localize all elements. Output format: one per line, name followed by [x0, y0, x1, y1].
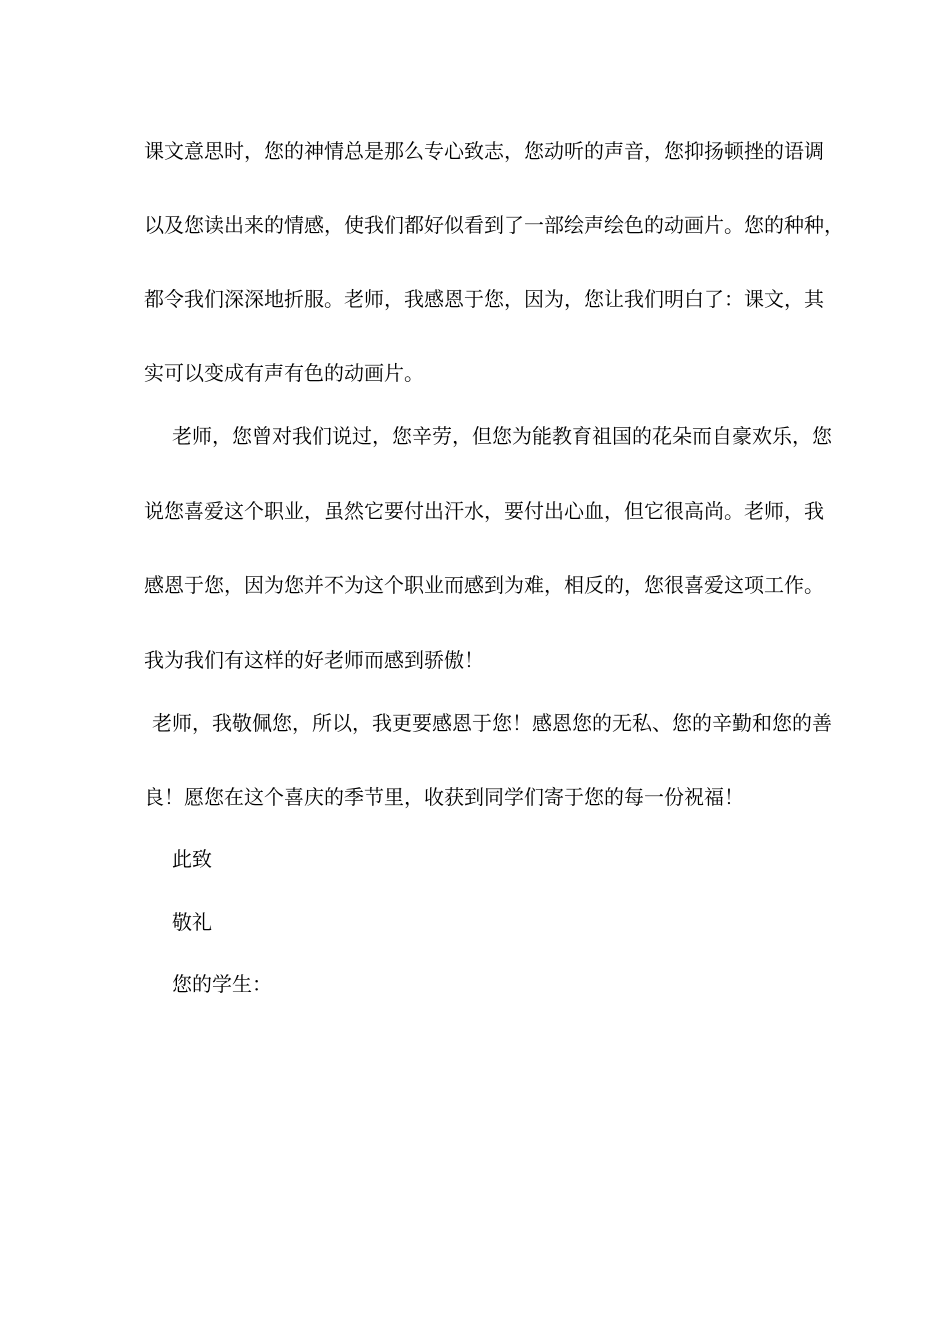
paragraph-line: 老师，您曾对我们说过，您辛劳，但您为能教育祖国的花朵而自豪欢乐，您: [172, 424, 832, 448]
paragraph-line: 都令我们深深地折服。老师，我感恩于您，因为，您让我们明白了：课文，其: [144, 287, 824, 311]
paragraph-line: 课文意思时，您的神情总是那么专心致志，您动听的声音，您抑扬顿挫的语调: [144, 139, 824, 163]
paragraph-line: 以及您读出来的情感，使我们都好似看到了一部绘声绘色的动画片。您的种种，: [144, 213, 844, 237]
paragraph-line: 良！愿您在这个喜庆的季节里，收获到同学们寄于您的每一份祝福！: [144, 785, 744, 809]
paragraph-line: 老师，我敬佩您，所以，我更要感恩于您！感恩您的无私、您的辛勤和您的善: [152, 711, 832, 735]
paragraph-line: 实可以变成有声有色的动画片。: [144, 361, 424, 385]
closing-salutation: 此致: [172, 847, 212, 871]
signature-line: 您的学生：: [172, 972, 272, 996]
paragraph-line: 我为我们有这样的好老师而感到骄傲！: [144, 648, 484, 672]
paragraph-line: 说您喜爱这个职业，虽然它要付出汗水，要付出心血，但它很高尚。老师，我: [144, 499, 824, 523]
closing-regards: 敬礼: [172, 910, 212, 934]
paragraph-line: 感恩于您，因为您并不为这个职业而感到为难，相反的，您很喜爱这项工作。: [144, 573, 824, 597]
